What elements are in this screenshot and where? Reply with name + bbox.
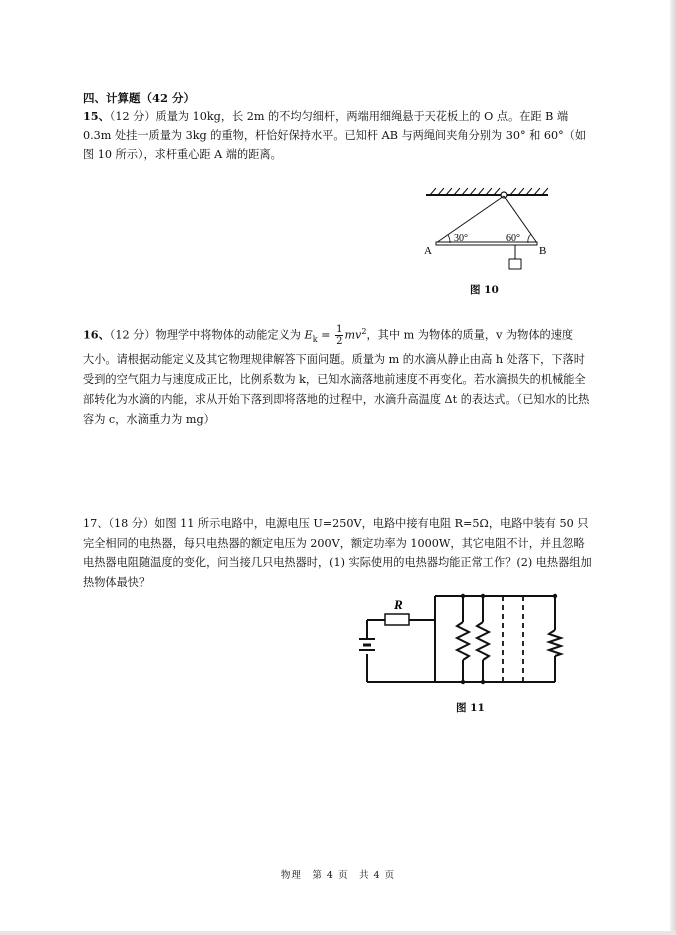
question-text-lead: （12 分）物理学中将物体的动能定义为 [109, 328, 301, 342]
resistor-label: R [394, 597, 403, 612]
figure-10-diagram [420, 183, 555, 275]
figure-11-caption: 图 11 [456, 702, 485, 714]
label-a: A [424, 245, 432, 257]
question-text-tail: ，其中 m 为物体的质量，v 为物体的速度 [366, 328, 574, 342]
question-16 [83, 322, 593, 430]
question-text: （12 分）质量为 10kg，长 2m 的不均匀细杆，两端用细绳悬于天花板上的 O 点。在距 B 端 0.3m 处挂一质量为 3kg 的重物，杆恰好保持水平。已知杆 AB 与两绳间夹角分别为 30° 和 60°（如图 10 所示），求杆重心距 A 端的距离。 [83, 110, 587, 161]
ek-equals: = [317, 328, 335, 342]
fraction-numerator: 1 [336, 324, 343, 336]
page-footer: 物理 第 4 页 共 4 页 [280, 870, 396, 881]
ek-subscript: k [312, 334, 318, 344]
angle-right: 60° [506, 233, 520, 244]
angle-left: 30° [454, 233, 468, 244]
question-15 [83, 107, 593, 164]
section-title: 四、计算题（42 分） [83, 91, 196, 105]
question-number: 15、 [83, 109, 110, 123]
fraction-denominator: 2 [336, 336, 343, 348]
page-edge-bottom [0, 931, 676, 935]
figure-11-circuit [355, 592, 575, 692]
question-text: （18 分）如图 11 所示电路中，电源电压 U=250V，电路中接有电阻 R=5Ω，电路中装有 50 只完全相同的电热器，每只电热器的额定电压为 200V，额定功率为 1000W，其它电阻不计，并且忽略电热器电阻随温度的变化，问当接几只电热器时，(1) 实际使用的电热器均能正常工作？(2) 电热器组加热物体最快？ [83, 517, 592, 589]
ek-superscript: 2 [361, 327, 367, 336]
figure-10-caption: 图 10 [470, 284, 499, 296]
page-edge [670, 0, 676, 935]
question-number: 16、 [83, 327, 110, 342]
question-16-line1 [83, 322, 593, 350]
ek-symbol: E [304, 328, 313, 342]
question-number: 17、 [83, 517, 109, 530]
fraction [335, 324, 343, 347]
label-b: B [539, 245, 547, 257]
question-17 [83, 514, 593, 592]
ek-rhs: mv [344, 328, 362, 342]
question-text: 大小。请根据动能定义及其它物理规律解答下面问题。质量为 m 的水滴从静止由高 h 处落下，下落时受到的空气阻力与速度成正比，比例系数为 k，已知水滴落地前速度不再变化。若水滴损失的机械能全部转化为水滴的内能，求从开始下落到即将落地的过程中，水滴升高温度 Δt 的表达式。（已知水的比热容为 c，水滴重力为 mg） [83, 352, 590, 426]
